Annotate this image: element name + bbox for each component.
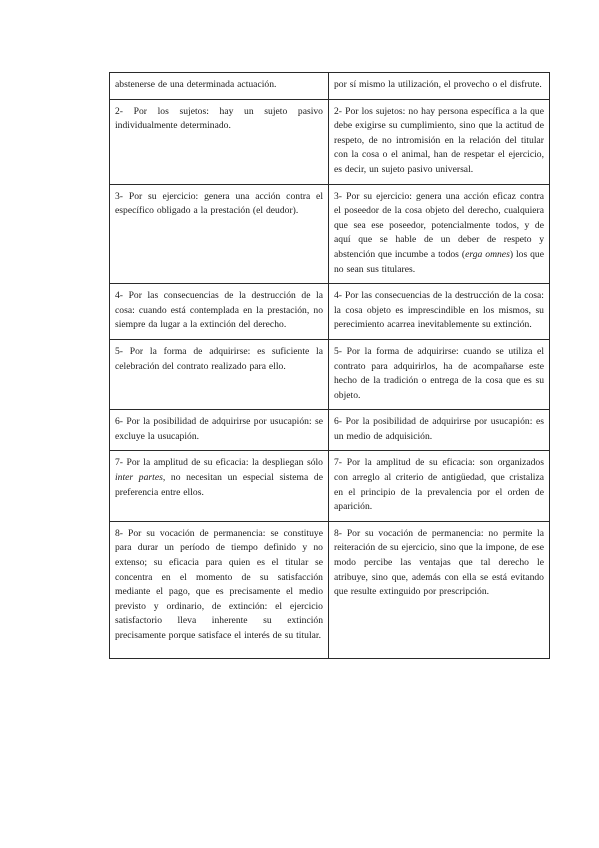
table-cell-right: 5- Por la forma de adquirirse: cuando se utiliza el contrato para adquirirlos, ha de acompañarse este hecho de la tradición o entrega de la cosa que es su objeto. — [329, 339, 550, 409]
table-cell-left: 2- Por los sujetos: hay un sujeto pasivo individualmente determinado. — [110, 99, 329, 184]
table-row — [110, 339, 550, 409]
table-cell-right — [329, 184, 550, 284]
table-cell-right: 7- Por la amplitud de su eficacia: son organizados con arreglo al criterio de antigüedad, que cristaliza en el principio de la prevalencia por el orden de aparición. — [329, 451, 550, 521]
table-cell-left — [110, 451, 329, 521]
table-cell-left: 8- Por su vocación de permanencia: se constituye para durar un período de tiempo definido y no extenso; su eficacia para quien es el titular se concentra en el momento de su satisfacción mediante el pago, que es precisamente el medio previsto y ordinario, de extinción: el ejercicio satisfactorio lleva inherente su extinción precisamente porque satisface el interés de su titular. — [110, 521, 329, 658]
table-cell-left: 4- Por las consecuencias de la destrucción de la cosa: cuando está contemplada en la prestación, no siempre da lugar a la extinción del derecho. — [110, 284, 329, 340]
table-cell-right: 2- Por los sujetos: no hay persona específica a la que debe exigirse su cumplimiento, sino que la actitud de respeto, de no intromisión en la relación del titular con la cosa o el animal, han de respetar el ejercicio, es decir, un sujeto pasivo universal. — [329, 99, 550, 184]
table-row — [110, 99, 550, 184]
table-cell-right: 6- Por la posibilidad de adquirirse por usucapión: es un medio de adquisición. — [329, 410, 550, 451]
cell-text: 3- Por su ejercicio: genera una acción eficaz contra el poseedor de la cosa objeto del derecho, cualquiera que sea ese poseedor, potencialmente todos, y de aquí que se hable de un deber de respeto y abstención que incumbe a todos ( — [334, 190, 544, 260]
cell-text: , no necesitan un especial sistema de preferencia entre ellos. — [115, 472, 324, 498]
table-cell-left: 6- Por la posibilidad de adquirirse por usucapión: se excluye la usucapión. — [110, 410, 329, 451]
cell-text: 7- Por la amplitud de su eficacia: la despliegan sólo — [115, 457, 323, 469]
table-cell-left: abstenerse de una determinada actuación. — [110, 73, 329, 100]
table-row — [110, 521, 550, 658]
table-row — [110, 451, 550, 521]
table-cell-right: 8- Por su vocación de permanencia: no permite la reiteración de su ejercicio, sino que la impone, de ese modo percibe las ventajas que tal derecho le atribuye, sino que, además con ella se está evitando que resulte extinguido por prescripción. — [329, 521, 550, 658]
table-row — [110, 184, 550, 284]
cell-text: ) los que no sean sus titulares. — [334, 248, 544, 275]
comparison-table — [109, 72, 550, 659]
table-cell-right: 4- Por las consecuencias de la destrucción de la cosa: la cosa objeto es imprescindible en los mismos, su perecimiento acarrea inevitablemente su extinción. — [329, 284, 550, 340]
table-cell-left: 5- Por la forma de adquirirse: es suficiente la celebración del contrato realizado para ello. — [110, 339, 329, 409]
table-cell-left: 3- Por su ejercicio: genera una acción contra el específico obligado a la prestación (el deudor). — [110, 184, 329, 284]
table-row — [110, 73, 550, 100]
latin-term: erga omnes — [465, 248, 510, 260]
latin-term: inter partes — [115, 472, 163, 484]
table-row — [110, 284, 550, 340]
table-row — [110, 410, 550, 451]
table-cell-right: por sí mismo la utilización, el provecho o el disfrute. — [329, 73, 550, 100]
